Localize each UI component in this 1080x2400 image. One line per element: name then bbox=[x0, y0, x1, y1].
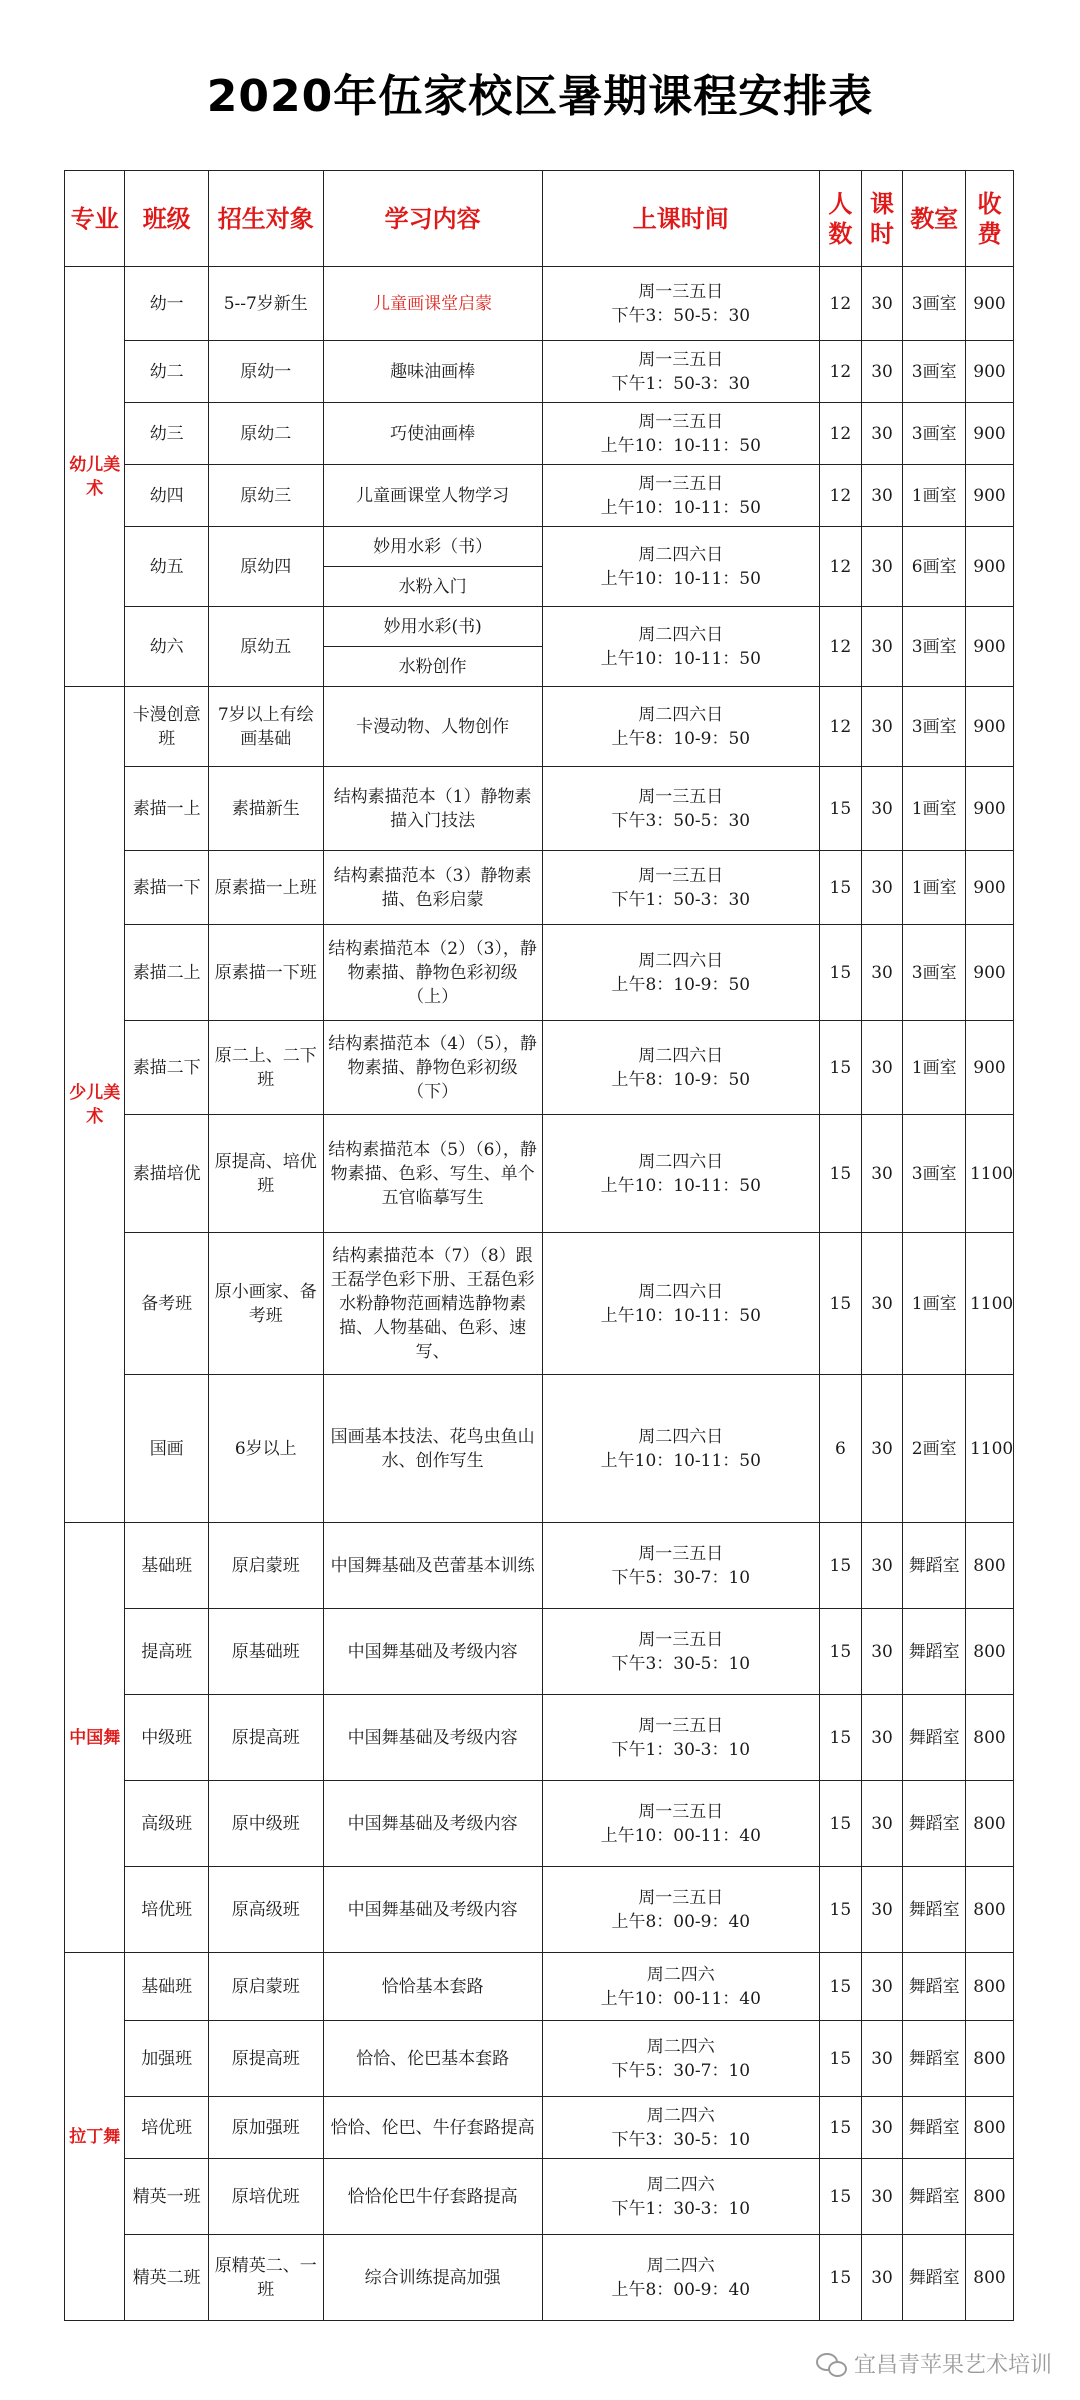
target-cell: 原二上、二下班 bbox=[208, 1021, 323, 1115]
count-cell: 15 bbox=[820, 1021, 862, 1115]
class-cell: 素描二上 bbox=[125, 925, 208, 1021]
time-days: 周一三五日 bbox=[638, 786, 724, 807]
content-cell: 结构素描范本（3）静物素描、色彩启蒙 bbox=[323, 851, 542, 925]
content-cell: 趣味油画棒 bbox=[323, 341, 542, 403]
table-row bbox=[65, 267, 1014, 341]
room-cell: 舞蹈室 bbox=[903, 1867, 966, 1953]
count-cell: 12 bbox=[820, 267, 862, 341]
room-cell: 3画室 bbox=[903, 267, 966, 341]
time-days: 周一三五日 bbox=[638, 1887, 724, 1908]
time-cell bbox=[542, 465, 819, 527]
hours-cell: 30 bbox=[861, 925, 903, 1021]
table-row bbox=[65, 1695, 1014, 1781]
content-cell: 儿童画课堂人物学习 bbox=[323, 465, 542, 527]
time-hours: 下午3：30-5：10 bbox=[611, 2129, 751, 2150]
fee-cell: 1100 bbox=[965, 1233, 1013, 1375]
hours-cell: 30 bbox=[861, 1695, 903, 1781]
time-hours: 下午5：30-7：10 bbox=[611, 2060, 751, 2081]
time-cell bbox=[542, 925, 819, 1021]
room-cell: 3画室 bbox=[903, 341, 966, 403]
content-cell: 结构素描范本（7）（8）跟王磊学色彩下册、王磊色彩水粉静物范画精选静物素描、人物基础、色彩、速写、 bbox=[323, 1233, 542, 1375]
major-cell-shaoer: 少儿美术 bbox=[65, 687, 125, 1523]
target-cell: 原培优班 bbox=[208, 2159, 323, 2235]
content-cell: 中国舞基础及考级内容 bbox=[323, 1609, 542, 1695]
fee-cell: 800 bbox=[965, 1953, 1013, 2021]
target-cell: 原素描一上班 bbox=[208, 851, 323, 925]
target-cell: 素描新生 bbox=[208, 767, 323, 851]
header-count: 人数 bbox=[820, 171, 862, 267]
header-time: 上课时间 bbox=[542, 171, 819, 267]
time-cell bbox=[542, 851, 819, 925]
time-hours: 上午10：10-11：50 bbox=[600, 1305, 761, 1326]
time-days: 周二四六日 bbox=[638, 1281, 724, 1302]
count-cell: 15 bbox=[820, 1781, 862, 1867]
table-row bbox=[65, 403, 1014, 465]
time-days: 周二四六 bbox=[646, 2105, 715, 2126]
room-cell: 舞蹈室 bbox=[903, 1523, 966, 1609]
time-hours: 下午1：30-3：10 bbox=[611, 1739, 751, 1760]
target-cell: 6岁以上 bbox=[208, 1375, 323, 1523]
time-cell bbox=[542, 1609, 819, 1695]
time-hours: 上午10：10-11：50 bbox=[600, 435, 761, 456]
time-hours: 上午8：10-9：50 bbox=[611, 728, 751, 749]
time-hours: 上午10：10-11：50 bbox=[600, 1175, 761, 1196]
time-days: 周一三五日 bbox=[638, 473, 724, 494]
time-cell bbox=[542, 1695, 819, 1781]
content-cell: 结构素描范本（1）静物素描入门技法 bbox=[323, 767, 542, 851]
class-cell: 幼六 bbox=[125, 607, 208, 687]
table-row bbox=[65, 2235, 1014, 2321]
content-cell: 儿童画课堂启蒙 bbox=[323, 267, 542, 341]
time-cell bbox=[542, 687, 819, 767]
time-days: 周二四六 bbox=[646, 2036, 715, 2057]
header-hours: 课时 bbox=[861, 171, 903, 267]
time-hours: 下午5：30-7：10 bbox=[611, 1567, 751, 1588]
content-cell: 结构素描范本（2）（3），静物素描、静物色彩初级（上） bbox=[323, 925, 542, 1021]
hours-cell: 30 bbox=[861, 767, 903, 851]
target-cell: 5--7岁新生 bbox=[208, 267, 323, 341]
hours-cell: 30 bbox=[861, 341, 903, 403]
fee-cell: 1100 bbox=[965, 1375, 1013, 1523]
time-cell bbox=[542, 2235, 819, 2321]
watermark bbox=[816, 2348, 1052, 2379]
room-cell: 1画室 bbox=[903, 1233, 966, 1375]
table-row bbox=[65, 687, 1014, 767]
time-hours: 上午8：00-9：40 bbox=[611, 2279, 751, 2300]
header-room: 教室 bbox=[903, 171, 966, 267]
hours-cell: 30 bbox=[861, 1233, 903, 1375]
time-cell bbox=[542, 1523, 819, 1609]
time-cell bbox=[542, 1953, 819, 2021]
room-cell: 舞蹈室 bbox=[903, 2021, 966, 2097]
room-cell: 舞蹈室 bbox=[903, 1695, 966, 1781]
target-cell: 原幼四 bbox=[208, 527, 323, 607]
room-cell: 3画室 bbox=[903, 925, 966, 1021]
room-cell: 3画室 bbox=[903, 687, 966, 767]
content-cell-a: 妙用水彩(书) bbox=[323, 607, 542, 647]
content-cell-b: 水粉入门 bbox=[323, 567, 542, 607]
fee-cell: 900 bbox=[965, 1021, 1013, 1115]
count-cell: 15 bbox=[820, 1115, 862, 1233]
count-cell: 15 bbox=[820, 2097, 862, 2159]
room-cell: 舞蹈室 bbox=[903, 2235, 966, 2321]
watermark-text: 宜昌青苹果艺术培训 bbox=[853, 2353, 1052, 2378]
fee-cell: 900 bbox=[965, 267, 1013, 341]
time-hours: 上午10：10-11：50 bbox=[600, 1450, 761, 1471]
room-cell: 1画室 bbox=[903, 851, 966, 925]
time-days: 周二四六日 bbox=[638, 1045, 724, 1066]
content-cell: 综合训练提高加强 bbox=[323, 2235, 542, 2321]
header-row bbox=[65, 171, 1014, 267]
content-cell: 结构素描范本（4）（5），静物素描、静物色彩初级（下） bbox=[323, 1021, 542, 1115]
room-cell: 1画室 bbox=[903, 1021, 966, 1115]
room-cell: 2画室 bbox=[903, 1375, 966, 1523]
fee-cell: 800 bbox=[965, 1781, 1013, 1867]
page-title: 2020年伍家校区暑期课程安排表 bbox=[206, 71, 874, 122]
time-hours: 上午10：10-11：50 bbox=[600, 497, 761, 518]
room-cell: 6画室 bbox=[903, 527, 966, 607]
content-cell: 中国舞基础及考级内容 bbox=[323, 1867, 542, 1953]
count-cell: 15 bbox=[820, 851, 862, 925]
hours-cell: 30 bbox=[861, 2097, 903, 2159]
fee-cell: 900 bbox=[965, 403, 1013, 465]
count-cell: 15 bbox=[820, 1953, 862, 2021]
class-cell: 素描一下 bbox=[125, 851, 208, 925]
hours-cell: 30 bbox=[861, 403, 903, 465]
target-cell: 原提高班 bbox=[208, 2021, 323, 2097]
class-cell: 精英一班 bbox=[125, 2159, 208, 2235]
class-cell: 素描二下 bbox=[125, 1021, 208, 1115]
target-cell: 原提高、培优班 bbox=[208, 1115, 323, 1233]
target-cell: 原素描一下班 bbox=[208, 925, 323, 1021]
content-cell: 国画基本技法、花鸟虫鱼山水、创作写生 bbox=[323, 1375, 542, 1523]
fee-cell: 900 bbox=[965, 465, 1013, 527]
hours-cell: 30 bbox=[861, 2021, 903, 2097]
major-cell-zhongguo: 中国舞 bbox=[65, 1523, 125, 1953]
hours-cell: 30 bbox=[861, 1115, 903, 1233]
time-hours: 下午1：50-3：30 bbox=[611, 889, 751, 910]
time-hours: 上午8：00-9：40 bbox=[611, 1911, 751, 1932]
table-row bbox=[65, 527, 1014, 567]
fee-cell: 900 bbox=[965, 687, 1013, 767]
table-row bbox=[65, 1781, 1014, 1867]
table-row bbox=[65, 1233, 1014, 1375]
time-days: 周二四六日 bbox=[638, 1426, 724, 1447]
hours-cell: 30 bbox=[861, 527, 903, 607]
class-cell: 卡漫创意班 bbox=[125, 687, 208, 767]
time-cell bbox=[542, 341, 819, 403]
class-cell: 加强班 bbox=[125, 2021, 208, 2097]
content-cell: 恰恰基本套路 bbox=[323, 1953, 542, 2021]
target-cell: 原加强班 bbox=[208, 2097, 323, 2159]
count-cell: 12 bbox=[820, 607, 862, 687]
time-days: 周二四六日 bbox=[638, 544, 724, 565]
fee-cell: 900 bbox=[965, 527, 1013, 607]
time-days: 周二四六日 bbox=[638, 950, 724, 971]
target-cell: 原启蒙班 bbox=[208, 1953, 323, 2021]
time-cell bbox=[542, 1867, 819, 1953]
fee-cell: 800 bbox=[965, 1609, 1013, 1695]
target-cell: 原中级班 bbox=[208, 1781, 323, 1867]
header-major: 专业 bbox=[65, 171, 125, 267]
time-days: 周一三五日 bbox=[638, 411, 724, 432]
count-cell: 15 bbox=[820, 925, 862, 1021]
table-row bbox=[65, 925, 1014, 1021]
content-cell: 中国舞基础及考级内容 bbox=[323, 1695, 542, 1781]
time-cell bbox=[542, 2159, 819, 2235]
count-cell: 6 bbox=[820, 1375, 862, 1523]
table-row bbox=[65, 1523, 1014, 1609]
content-cell: 恰恰、伦巴、牛仔套路提高 bbox=[323, 2097, 542, 2159]
target-cell: 原幼五 bbox=[208, 607, 323, 687]
count-cell: 12 bbox=[820, 341, 862, 403]
time-hours: 上午10：10-11：50 bbox=[600, 648, 761, 669]
fee-cell: 800 bbox=[965, 2021, 1013, 2097]
content-cell-a: 妙用水彩（书） bbox=[323, 527, 542, 567]
count-cell: 12 bbox=[820, 687, 862, 767]
table-row bbox=[65, 341, 1014, 403]
major-cell-youer: 幼儿美术 bbox=[65, 267, 125, 687]
room-cell: 3画室 bbox=[903, 1115, 966, 1233]
target-cell: 7岁以上有绘画基础 bbox=[208, 687, 323, 767]
time-hours: 下午1：30-3：10 bbox=[611, 2198, 751, 2219]
count-cell: 15 bbox=[820, 1609, 862, 1695]
wechat-icon bbox=[816, 2353, 846, 2375]
target-cell: 原精英二、一班 bbox=[208, 2235, 323, 2321]
count-cell: 12 bbox=[820, 403, 862, 465]
hours-cell: 30 bbox=[861, 1781, 903, 1867]
time-cell bbox=[542, 2097, 819, 2159]
time-days: 周一三五日 bbox=[638, 349, 724, 370]
time-cell bbox=[542, 1021, 819, 1115]
table-row bbox=[65, 851, 1014, 925]
content-cell: 巧使油画棒 bbox=[323, 403, 542, 465]
time-hours: 下午3：30-5：10 bbox=[611, 1653, 751, 1674]
target-cell: 原启蒙班 bbox=[208, 1523, 323, 1609]
hours-cell: 30 bbox=[861, 1375, 903, 1523]
time-days: 周一三五日 bbox=[638, 1715, 724, 1736]
hours-cell: 30 bbox=[861, 267, 903, 341]
time-days: 周一三五日 bbox=[638, 865, 724, 886]
table-row bbox=[65, 2021, 1014, 2097]
time-days: 周一三五日 bbox=[638, 1629, 724, 1650]
table-row bbox=[65, 1953, 1014, 2021]
room-cell: 舞蹈室 bbox=[903, 1953, 966, 2021]
header-fee: 收费 bbox=[965, 171, 1013, 267]
table-row bbox=[65, 2097, 1014, 2159]
fee-cell: 900 bbox=[965, 767, 1013, 851]
class-cell: 精英二班 bbox=[125, 2235, 208, 2321]
class-cell: 中级班 bbox=[125, 1695, 208, 1781]
time-cell bbox=[542, 1781, 819, 1867]
hours-cell: 30 bbox=[861, 851, 903, 925]
count-cell: 15 bbox=[820, 1523, 862, 1609]
time-days: 周一三五日 bbox=[638, 281, 724, 302]
fee-cell: 800 bbox=[965, 2097, 1013, 2159]
target-cell: 原小画家、备考班 bbox=[208, 1233, 323, 1375]
class-cell: 基础班 bbox=[125, 1523, 208, 1609]
table-row bbox=[65, 1021, 1014, 1115]
class-cell: 幼一 bbox=[125, 267, 208, 341]
hours-cell: 30 bbox=[861, 465, 903, 527]
content-cell: 恰恰、伦巴基本套路 bbox=[323, 2021, 542, 2097]
fee-cell: 900 bbox=[965, 851, 1013, 925]
room-cell: 舞蹈室 bbox=[903, 1781, 966, 1867]
hours-cell: 30 bbox=[861, 1523, 903, 1609]
table-row bbox=[65, 465, 1014, 527]
room-cell: 舞蹈室 bbox=[903, 2159, 966, 2235]
hours-cell: 30 bbox=[861, 687, 903, 767]
fee-cell: 1100 bbox=[965, 1115, 1013, 1233]
time-days: 周二四六日 bbox=[638, 1151, 724, 1172]
class-cell: 基础班 bbox=[125, 1953, 208, 2021]
time-cell bbox=[542, 1375, 819, 1523]
class-cell: 素描培优 bbox=[125, 1115, 208, 1233]
time-cell bbox=[542, 1233, 819, 1375]
content-cell: 中国舞基础及考级内容 bbox=[323, 1781, 542, 1867]
room-cell: 舞蹈室 bbox=[903, 2097, 966, 2159]
count-cell: 15 bbox=[820, 1867, 862, 1953]
class-cell: 培优班 bbox=[125, 2097, 208, 2159]
time-cell bbox=[542, 607, 819, 687]
time-hours: 下午3：50-5：30 bbox=[611, 810, 751, 831]
table-row bbox=[65, 1609, 1014, 1695]
count-cell: 12 bbox=[820, 527, 862, 607]
header-content: 学习内容 bbox=[323, 171, 542, 267]
class-cell: 幼五 bbox=[125, 527, 208, 607]
time-days: 周一三五日 bbox=[638, 1543, 724, 1564]
hours-cell: 30 bbox=[861, 1021, 903, 1115]
major-cell-lading: 拉丁舞 bbox=[65, 1953, 125, 2321]
content-cell: 恰恰伦巴牛仔套路提高 bbox=[323, 2159, 542, 2235]
table-row bbox=[65, 767, 1014, 851]
fee-cell: 800 bbox=[965, 2159, 1013, 2235]
time-hours: 上午10：00-11：40 bbox=[600, 1825, 761, 1846]
target-cell: 原基础班 bbox=[208, 1609, 323, 1695]
time-hours: 下午1：50-3：30 bbox=[611, 373, 751, 394]
target-cell: 原提高班 bbox=[208, 1695, 323, 1781]
count-cell: 15 bbox=[820, 1695, 862, 1781]
target-cell: 原高级班 bbox=[208, 1867, 323, 1953]
fee-cell: 900 bbox=[965, 607, 1013, 687]
time-hours: 上午10：00-11：40 bbox=[600, 1988, 761, 2009]
table-row bbox=[65, 607, 1014, 647]
room-cell: 1画室 bbox=[903, 465, 966, 527]
header-class: 班级 bbox=[125, 171, 208, 267]
time-days: 周二四六 bbox=[646, 1964, 715, 1985]
hours-cell: 30 bbox=[861, 607, 903, 687]
count-cell: 15 bbox=[820, 2235, 862, 2321]
hours-cell: 30 bbox=[861, 2159, 903, 2235]
fee-cell: 900 bbox=[965, 341, 1013, 403]
hours-cell: 30 bbox=[861, 2235, 903, 2321]
content-cell: 中国舞基础及芭蕾基本训练 bbox=[323, 1523, 542, 1609]
time-cell bbox=[542, 403, 819, 465]
content-cell: 结构素描范本（5）（6），静物素描、色彩、写生、单个五官临摹写生 bbox=[323, 1115, 542, 1233]
class-cell: 素描一上 bbox=[125, 767, 208, 851]
time-hours: 上午8：10-9：50 bbox=[611, 974, 751, 995]
time-cell bbox=[542, 767, 819, 851]
table-row bbox=[65, 1867, 1014, 1953]
time-days: 周二四六日 bbox=[638, 624, 724, 645]
class-cell: 国画 bbox=[125, 1375, 208, 1523]
room-cell: 3画室 bbox=[903, 607, 966, 687]
time-hours: 上午8：10-9：50 bbox=[611, 1069, 751, 1090]
count-cell: 15 bbox=[820, 2021, 862, 2097]
time-cell bbox=[542, 2021, 819, 2097]
time-days: 周二四六 bbox=[646, 2174, 715, 2195]
time-hours: 上午10：10-11：50 bbox=[600, 568, 761, 589]
target-cell: 原幼二 bbox=[208, 403, 323, 465]
class-cell: 培优班 bbox=[125, 1867, 208, 1953]
header-target: 招生对象 bbox=[208, 171, 323, 267]
fee-cell: 900 bbox=[965, 925, 1013, 1021]
fee-cell: 800 bbox=[965, 2235, 1013, 2321]
time-days: 周二四六 bbox=[646, 2255, 715, 2276]
content-cell: 卡漫动物、人物创作 bbox=[323, 687, 542, 767]
class-cell: 提高班 bbox=[125, 1609, 208, 1695]
class-cell: 幼三 bbox=[125, 403, 208, 465]
class-cell: 高级班 bbox=[125, 1781, 208, 1867]
schedule-table bbox=[64, 170, 1014, 2321]
fee-cell: 800 bbox=[965, 1867, 1013, 1953]
room-cell: 3画室 bbox=[903, 403, 966, 465]
time-days: 周一三五日 bbox=[638, 1801, 724, 1822]
class-cell: 幼二 bbox=[125, 341, 208, 403]
count-cell: 15 bbox=[820, 767, 862, 851]
table-row bbox=[65, 1115, 1014, 1233]
hours-cell: 30 bbox=[861, 1953, 903, 2021]
room-cell: 舞蹈室 bbox=[903, 1609, 966, 1695]
fee-cell: 800 bbox=[965, 1695, 1013, 1781]
time-hours: 下午3：50-5：30 bbox=[611, 305, 751, 326]
count-cell: 12 bbox=[820, 465, 862, 527]
count-cell: 15 bbox=[820, 1233, 862, 1375]
count-cell: 15 bbox=[820, 2159, 862, 2235]
class-cell: 备考班 bbox=[125, 1233, 208, 1375]
content-cell-b: 水粉创作 bbox=[323, 647, 542, 687]
fee-cell: 800 bbox=[965, 1523, 1013, 1609]
time-cell bbox=[542, 267, 819, 341]
table-row bbox=[65, 2159, 1014, 2235]
target-cell: 原幼一 bbox=[208, 341, 323, 403]
room-cell: 1画室 bbox=[903, 767, 966, 851]
table-row bbox=[65, 1375, 1014, 1523]
time-cell bbox=[542, 527, 819, 607]
time-days: 周二四六日 bbox=[638, 704, 724, 725]
hours-cell: 30 bbox=[861, 1867, 903, 1953]
hours-cell: 30 bbox=[861, 1609, 903, 1695]
class-cell: 幼四 bbox=[125, 465, 208, 527]
time-cell bbox=[542, 1115, 819, 1233]
target-cell: 原幼三 bbox=[208, 465, 323, 527]
